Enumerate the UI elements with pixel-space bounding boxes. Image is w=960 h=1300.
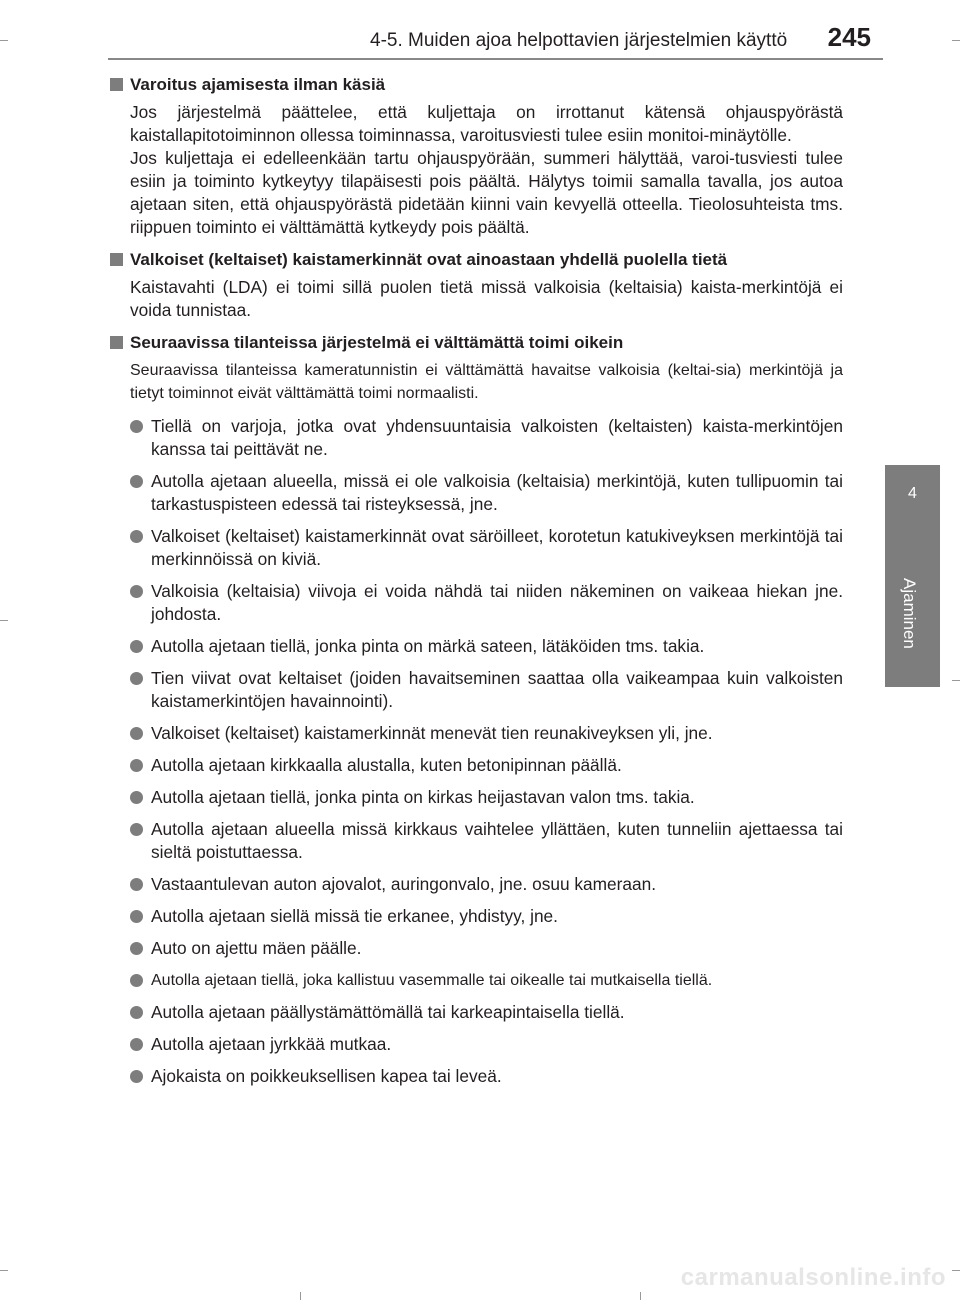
section-body [130,101,843,239]
list-item [130,937,843,960]
round-bullet-icon [130,878,143,891]
list-item-text: Autolla ajetaan siellä missä tie erkanee, yhdistyy, jne. [151,906,558,926]
round-bullet-icon [130,585,143,598]
round-bullet-icon [130,420,143,433]
list-item-text: Autolla ajetaan päällystämättömällä tai karkeapintaisella tiellä. [151,1002,625,1022]
crop-mark [0,1270,8,1271]
list-item [130,873,843,896]
list-item [130,754,843,777]
crop-mark [952,40,960,41]
list-item [130,722,843,745]
chapter-label-wrap [885,578,940,668]
list-item-text: Autolla ajetaan tiellä, joka kallistuu vasemmalle tai oikealle tai mutkaisella tiellä. [151,972,713,989]
list-item-text: Ajokaista on poikkeuksellisen kapea tai leveä. [151,1066,502,1086]
list-item-text: Auto on ajettu mäen päälle. [151,938,362,958]
list-item [130,818,843,864]
round-bullet-icon [130,759,143,772]
header-rule [108,58,883,60]
crop-mark [0,40,8,41]
round-bullet-icon [130,974,143,987]
list-item [130,580,843,626]
list-item-text: Autolla ajetaan alueella missä kirkkaus vaihtelee yllättäen, kuten tunneliin ajettaessa tai sieltä poistuttaessa. [151,819,843,862]
paragraph: Kaistavahti (LDA) ei toimi sillä puolen tietä missä valkoisia (keltaisia) kaista-merkintöjä ei voida tunnistaa. [130,277,843,320]
round-bullet-icon [130,672,143,685]
list-item-text: Vastaantulevan auton ajovalot, auringonvalo, jne. osuu kameraan. [151,874,657,894]
round-bullet-icon [130,823,143,836]
chapter-label: Ajaminen [900,578,919,649]
list-item-text: Valkoiset (keltaiset) kaistamerkinnät menevät tien reunakiveyksen yli, jne. [151,723,713,743]
list-item-text: Autolla ajetaan kirkkaalla alustalla, kuten betonipinnan päällä. [151,755,622,775]
list-item-text: Valkoisia (keltaisia) viivoja ei voida nähdä tai niiden näkeminen on vaikeaa hiekan jne. johdosta. [151,581,843,624]
list-item [130,905,843,928]
square-bullet-icon [110,78,123,91]
section-heading-text: Varoitus ajamisesta ilman käsiä [130,75,386,94]
section-heading [108,74,843,96]
list-item-text: Tien viivat ovat keltaiset (joiden havaitseminen saattaa olla vaikeampaa kuin valkoisten kaistamerkintöjen havainnointi). [151,668,843,711]
round-bullet-icon [130,1070,143,1083]
round-bullet-icon [130,1006,143,1019]
list-item-text: Autolla ajetaan tiellä, jonka pinta on märkä sateen, lätäköiden tms. takia. [151,636,705,656]
section-heading-text: Valkoiset (keltaiset) kaistamerkinnät ovat ainoastaan yhdellä puolella tietä [130,250,728,269]
list-item-text: Valkoiset (keltaiset) kaistamerkinnät ovat säröilleet, korotetun katukiveyksen merkintöjä tai merkinnöissä on kiviä. [151,526,843,569]
section-intro [130,359,843,405]
round-bullet-icon [130,942,143,955]
condition-list [130,415,843,1088]
round-bullet-icon [130,1038,143,1051]
crop-mark [952,1270,960,1271]
watermark: carmanualsonline.info [680,1264,946,1291]
paragraph: Seuraavissa tilanteissa kameratunnistin ei välttämättä havaitse valkoisia (keltai-sia) merkintöjä ja tietyt toiminnot eivät välttämättä toimi normaalisti. [130,362,843,402]
list-item-text: Autolla ajetaan tiellä, jonka pinta on kirkas heijastavan valon tms. takia. [151,787,695,807]
section-heading-text: Seuraavissa tilanteissa järjestelmä ei välttämättä toimi oikein [130,333,624,352]
round-bullet-icon [130,791,143,804]
section-heading [108,332,843,354]
round-bullet-icon [130,530,143,543]
crop-mark [300,1292,301,1300]
list-item [130,525,843,571]
round-bullet-icon [130,910,143,923]
list-item [130,667,843,713]
round-bullet-icon [130,727,143,740]
square-bullet-icon [110,336,123,349]
list-item [130,969,843,992]
list-item [130,1065,843,1088]
crop-mark [952,680,960,681]
list-item-text: Tiellä on varjoja, jotka ovat yhdensuuntaisia valkoisten (keltaisten) kaista-merkintöjen kanssa tai peittävät ne. [151,416,843,459]
list-item [130,470,843,516]
chapter-number: 4 [908,485,917,502]
list-item [130,635,843,658]
list-item-text: Autolla ajetaan alueella, missä ei ole valkoisia (keltaisia) merkintöjä, kuten tullipuomin tai tarkastuspisteen edessä tai risteyksessä, jne. [151,471,843,514]
section-title: 4-5. Muiden ajoa helpottavien järjestelmien käyttö [370,30,788,51]
list-item [130,1033,843,1056]
list-item [130,1001,843,1024]
list-item [130,415,843,461]
round-bullet-icon [130,640,143,653]
paragraph: Jos järjestelmä päättelee, että kuljettaja on irrottanut kätensä ohjauspyörästä kaistallapitotoiminnon ollessa toiminnassa, varoitusviesti tulee esiin monitoi-minäytölle. [130,102,843,145]
square-bullet-icon [110,253,123,266]
crop-mark [640,1292,641,1300]
section-body [130,276,843,322]
round-bullet-icon [130,475,143,488]
page-content [108,74,843,1097]
page-number: 245 [827,22,871,52]
page-header [108,0,883,60]
list-item-text: Autolla ajetaan jyrkkää mutkaa. [151,1034,392,1054]
list-item [130,786,843,809]
paragraph: Jos kuljettaja ei edelleenkään tartu ohjauspyörään, summeri hälyttää, varoi-tusviesti tulee esiin ja toiminto kytkeytyy tilapäisesti pois päältä. Hälytys toimii samalla tavalla, jos autoa ajetaan siten, että ohjauspyörästä pidetään kiinni vain kevyellä otteella. Tieolosuhteista tms. riippuen toiminto ei välttämättä kytkeydy pois päältä. [130,148,843,237]
section-heading [108,249,843,271]
crop-mark [0,620,8,621]
